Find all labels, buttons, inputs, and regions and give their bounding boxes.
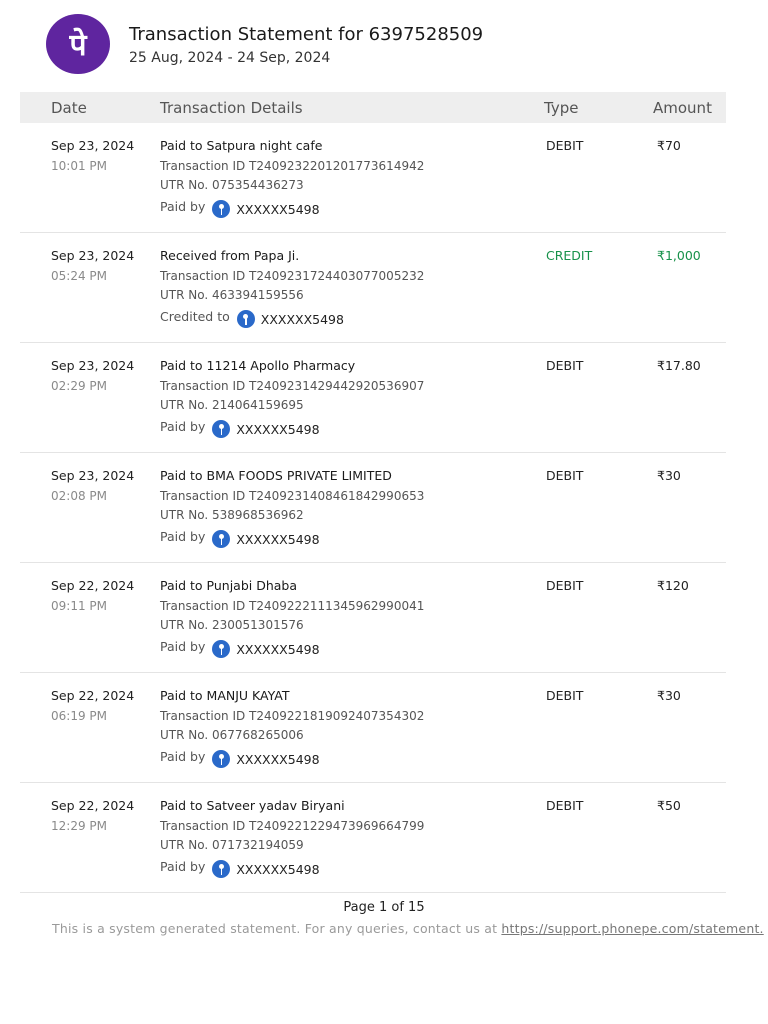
transaction-amount: ₹70 (657, 138, 681, 153)
transaction-date: Sep 22, 2024 (51, 688, 135, 703)
transaction-amount: ₹50 (657, 798, 681, 813)
transaction-description: Paid to 11214 Apollo Pharmacy (160, 358, 356, 373)
transaction-id: Transaction ID T2409221229473969664799 (160, 819, 425, 833)
transaction-amount: ₹1,000 (657, 248, 701, 263)
transaction-amount: ₹30 (657, 688, 681, 703)
masked-account-number: XXXXXX5498 (236, 202, 320, 217)
transaction-type: DEBIT (546, 688, 584, 703)
bank-icon (237, 310, 255, 328)
masked-account-number: XXXXXX5498 (236, 862, 320, 877)
table-row (20, 123, 726, 233)
transaction-date: Sep 23, 2024 (51, 358, 135, 373)
transaction-description: Paid to MANJU KAYAT (160, 688, 290, 703)
transaction-amount: ₹120 (657, 578, 689, 593)
transaction-time: 06:19 PM (51, 709, 107, 723)
transaction-description: Paid to BMA FOODS PRIVATE LIMITED (160, 468, 392, 483)
transaction-type: DEBIT (546, 578, 584, 593)
transaction-amount: ₹30 (657, 468, 681, 483)
bank-icon (212, 530, 230, 548)
transaction-time: 09:11 PM (51, 599, 107, 613)
transaction-time: 02:08 PM (51, 489, 107, 503)
transactions-table (20, 92, 726, 893)
account-line (160, 199, 320, 219)
table-header (20, 92, 726, 123)
table-row (20, 783, 726, 893)
transaction-description: Paid to Punjabi Dhaba (160, 578, 298, 593)
statement-header (46, 14, 746, 74)
transaction-date: Sep 22, 2024 (51, 578, 135, 593)
footer-note-text: This is a system generated statement. For any queries, contact us at (52, 921, 498, 936)
account-label: Paid by (160, 529, 206, 544)
masked-account-number: XXXXXX5498 (260, 312, 344, 327)
bank-icon (212, 750, 230, 768)
account-label: Paid by (160, 419, 206, 434)
transaction-type: DEBIT (546, 358, 584, 373)
statement-period: 25 Aug, 2024 - 24 Sep, 2024 (129, 50, 331, 66)
table-row (20, 563, 726, 673)
transaction-date: Sep 23, 2024 (51, 468, 135, 483)
transaction-type: CREDIT (546, 248, 593, 263)
transaction-description: Paid to Satpura night cafe (160, 138, 323, 153)
utr-number: UTR No. 538968536962 (160, 508, 304, 522)
utr-number: UTR No. 463394159556 (160, 288, 304, 302)
bank-icon (212, 860, 230, 878)
transaction-id: Transaction ID T2409221819092407354302 (160, 709, 425, 723)
phonepe-logo (46, 14, 110, 74)
transaction-id: Transaction ID T2409231408461842990653 (160, 489, 425, 503)
column-header-amount: Amount (653, 99, 712, 117)
account-label: Paid by (160, 199, 206, 214)
account-line (160, 419, 320, 439)
account-line (160, 749, 320, 769)
table-row (20, 233, 726, 343)
utr-number: UTR No. 075354436273 (160, 178, 304, 192)
masked-account-number: XXXXXX5498 (236, 422, 320, 437)
column-header-details: Transaction Details (160, 99, 303, 117)
transaction-id: Transaction ID T2409232201201773614942 (160, 159, 425, 173)
transaction-time: 12:29 PM (51, 819, 107, 833)
utr-number: UTR No. 214064159695 (160, 398, 304, 412)
transaction-date: Sep 23, 2024 (51, 138, 135, 153)
transaction-time: 10:01 PM (51, 159, 107, 173)
transaction-id: Transaction ID T2409231724403077005232 (160, 269, 425, 283)
column-header-type: Type (544, 99, 579, 117)
utr-number: UTR No. 067768265006 (160, 728, 304, 742)
table-row (20, 343, 726, 453)
support-link[interactable]: https://support.phonepe.com/statement. (501, 921, 764, 936)
transaction-date: Sep 22, 2024 (51, 798, 135, 813)
transaction-description: Received from Papa Ji. (160, 248, 300, 263)
transaction-id: Transaction ID T2409222111345962990041 (160, 599, 425, 613)
table-row (20, 453, 726, 563)
account-line (160, 859, 320, 879)
bank-icon (212, 640, 230, 658)
utr-number: UTR No. 230051301576 (160, 618, 304, 632)
bank-icon (212, 420, 230, 438)
transaction-id: Transaction ID T2409231429442920536907 (160, 379, 425, 393)
table-body (20, 123, 726, 893)
transaction-type: DEBIT (546, 468, 584, 483)
svg-text:पे: पे (69, 28, 87, 63)
footer-note (52, 921, 764, 936)
masked-account-number: XXXXXX5498 (236, 752, 320, 767)
account-line (160, 309, 344, 329)
table-row (20, 673, 726, 783)
utr-number: UTR No. 071732194059 (160, 838, 304, 852)
transaction-description: Paid to Satveer yadav Biryani (160, 798, 345, 813)
statement-title: Transaction Statement for 6397528509 (129, 24, 484, 45)
bank-icon (212, 200, 230, 218)
page-number: Page 1 of 15 (343, 900, 425, 915)
transaction-time: 05:24 PM (51, 269, 107, 283)
account-label: Credited to (160, 309, 230, 324)
account-label: Paid by (160, 749, 206, 764)
transaction-type: DEBIT (546, 798, 584, 813)
column-header-date: Date (51, 99, 87, 117)
transaction-type: DEBIT (546, 138, 584, 153)
phonepe-logo-glyph (46, 14, 110, 74)
transaction-amount: ₹17.80 (657, 358, 701, 373)
account-line (160, 529, 320, 549)
transaction-time: 02:29 PM (51, 379, 107, 393)
account-label: Paid by (160, 859, 206, 874)
account-label: Paid by (160, 639, 206, 654)
account-line (160, 639, 320, 659)
transaction-date: Sep 23, 2024 (51, 248, 135, 263)
masked-account-number: XXXXXX5498 (236, 642, 320, 657)
masked-account-number: XXXXXX5498 (236, 532, 320, 547)
